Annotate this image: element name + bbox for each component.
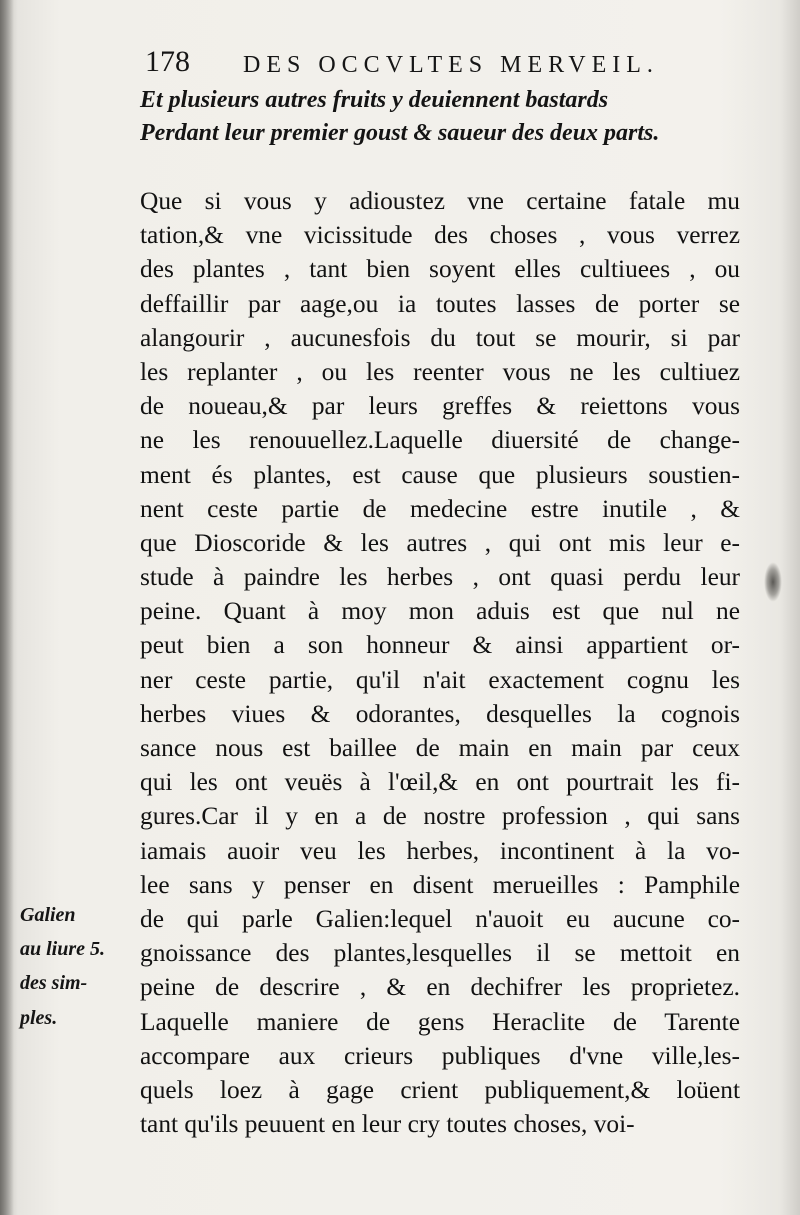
text-line: sance nous est baillee de main en main par ceux: [140, 734, 740, 762]
text-line: gnoissance des plantes,lesquelles il se mettoit en: [140, 939, 740, 968]
running-head: [145, 44, 675, 84]
text-line: nent ceste partie de medecine estre inutile , &: [140, 494, 740, 523]
margin-note-line: ples.: [20, 1006, 58, 1029]
ink-blot: [764, 562, 782, 602]
text-line: alangourir , aucunesfois du tout se mourir, si par: [140, 323, 740, 352]
margin-note-line: au liure 5.: [20, 938, 106, 961]
page-number: 178: [145, 45, 190, 78]
text-line: de noueau,& par leurs greffes & reiettons vous: [140, 392, 740, 421]
text-line: quels loez à gage crient publiquement,& loüent: [140, 1075, 740, 1104]
text-line: Laquelle maniere de gens Heraclite de Tarente: [140, 1007, 740, 1036]
text-line: lee sans y penser en disent merueilles : Pamphile: [140, 870, 740, 899]
body-text: [140, 184, 740, 1141]
text-line: iamais auoir veu les herbes, incontinent à la vo-: [140, 836, 740, 865]
text-line: ment és plantes, est cause que plusieurs soustien-: [140, 460, 740, 489]
text-line: tation,& vne vicissitude des choses , vous verrez: [140, 221, 740, 250]
text-line: Que si vous y adioustez vne certaine fatale mu: [140, 187, 740, 215]
running-title: DES OCCVLTES MERVEIL.: [243, 52, 659, 78]
text-line: stude à paindre les herbes , ont quasi perdu leur: [140, 563, 740, 592]
gutter-shadow: [0, 0, 14, 1215]
text-line: gures.Car il y en a de nostre profession , qui sans: [140, 802, 740, 831]
text-line: que Dioscoride & les autres , qui ont mis leur e-: [140, 528, 740, 557]
text-line: peine. Quant à moy mon aduis est que nul ne: [140, 597, 740, 626]
text-line: ne les renouuellez.Laquelle diuersité de change-: [140, 426, 740, 455]
text-line: herbes viues & odorantes, desquelles la cognois: [140, 699, 740, 728]
margin-note-line: Galien: [20, 904, 76, 926]
text-line: tant qu'ils peuuent en leur cry toutes choses, voi-: [140, 1110, 635, 1139]
text-line: peut bien a son honneur & ainsi appartient or-: [140, 631, 740, 660]
text-line: les replanter , ou les reenter vous ne les cultiuez: [140, 357, 740, 386]
text-line: ner ceste partie, qu'il n'ait exactement cognu les: [140, 665, 740, 694]
verse-line: Et plusieurs autres fruits y deuiennent bastards: [140, 87, 609, 113]
text-line: deffaillir par aage,ou ia toutes lasses de porter se: [140, 289, 740, 318]
margin-note: [20, 898, 138, 1035]
verse-block: [140, 84, 740, 150]
text-line: peine de descrire , & en dechifrer les proprietez.: [140, 973, 740, 1002]
text-line: accompare aux crieurs publiques d'vne ville,les-: [140, 1041, 740, 1070]
margin-note-line: des sim-: [20, 972, 88, 995]
verse-line: Perdant leur premier goust & saueur des deux parts.: [140, 120, 660, 146]
text-line: des plantes , tant bien soyent elles cultiuees , ou: [140, 255, 740, 284]
text-line: de qui parle Galien:lequel n'auoit eu aucune co-: [140, 904, 740, 933]
text-line: qui les ont veuës à l'œil,& en ont pourtrait les fi-: [140, 768, 740, 797]
